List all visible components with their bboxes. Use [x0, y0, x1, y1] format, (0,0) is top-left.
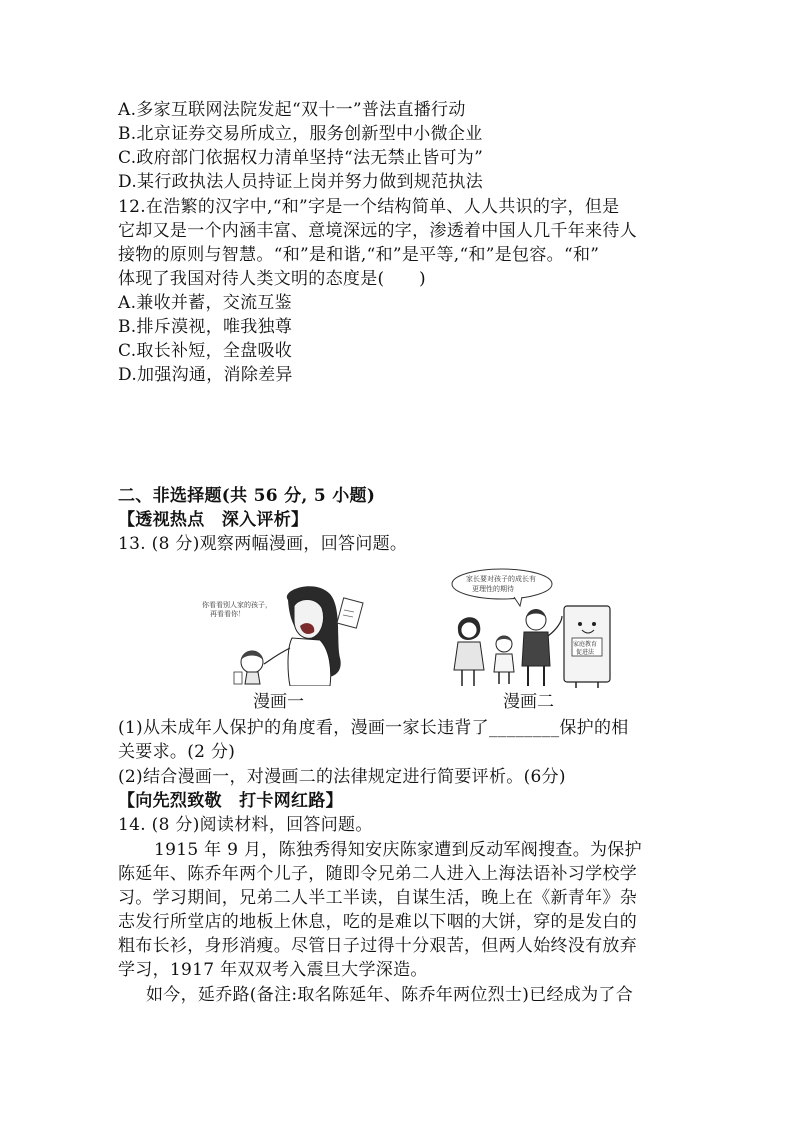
q12-stem-line-3: 接物的原则与智慧。“和”是和谐,“和”是平等,“和”是包容。“和”: [118, 245, 600, 265]
q14-material-line-5: 粗布长衫，身形消瘦。尽管日子过得十分艰苦，但两人始终没有放弃: [118, 936, 637, 956]
q12-option-c: C.取长补短，全盘吸收: [118, 341, 293, 361]
cartoon-one-caption: 漫画一: [253, 692, 304, 712]
cartoon-two-caption: 漫画二: [503, 692, 554, 712]
q12-stem-line-1: 12.在浩繁的汉字中,“和”字是一个结构简单、人人共识的字，但是: [118, 197, 620, 217]
q11-option-a: A.多家互联网法院发起“双十一”普法直播行动: [118, 100, 466, 120]
cartoon-one: [190, 580, 390, 686]
q14-material-line-7: 如今，延乔路(备注:取名陈延年、陈乔年两位烈士)已经成为了合: [146, 985, 633, 1005]
q13-sub1-line-1: (1)从未成年人保护的角度看，漫画一家长违背了________保护的相: [118, 718, 629, 738]
section-title: 二、非选择题(共 56 分, 5 小题): [118, 486, 376, 506]
cartoon-two-speech-line-2: 更理性的期待: [472, 585, 514, 593]
cartoon-one-speech-line-1: 你看看别人家的孩子，: [202, 601, 272, 609]
q11-option-c: C.政府部门依据权力清单坚持“法无禁止皆可为”: [118, 148, 484, 168]
q14-material-line-2: 陈延年、陈乔年两个儿子，随即令兄弟二人进入上海法语补习学校学: [118, 864, 637, 884]
q14-stem: 14. (8 分)阅读材料，回答问题。: [118, 815, 373, 835]
q11-option-d: D.某行政执法人员持证上岗并努力做到规范执法: [118, 172, 484, 192]
cartoon-two: [444, 566, 620, 690]
part1-heading: 【透视热点 深入评析】: [118, 510, 309, 530]
q12-stem-line-4: 体现了我国对待人类文明的态度是( ): [118, 269, 426, 289]
q12-option-d: D.加强沟通，消除差异: [118, 365, 293, 385]
q11-option-b: B.北京证券交易所成立，服务创新型中小微企业: [118, 124, 483, 144]
cartoon-two-drawing: [444, 566, 620, 690]
q12-option-b: B.排斥漠视，唯我独尊: [118, 317, 293, 337]
q14-material-line-4: 志发行所堂店的地板上休息，吃的是难以下咽的大饼，穿的是发白的: [118, 912, 637, 932]
q12-option-a: A.兼收并蓄，交流互鉴: [118, 293, 292, 313]
cartoon-two-book-line-1: 家庭教育: [573, 641, 598, 648]
q14-material-line-3: 习。学习期间，兄弟二人半工半读，自谋生活，晚上在《新青年》杂: [118, 888, 637, 908]
q14-material-line-1: 1915 年 9 月，陈独秀得知安庆陈家遭到反动军阀搜查。为保护: [154, 840, 642, 860]
q13-sub1-line-2: 关要求。(2 分): [118, 742, 236, 762]
cartoon-one-speech-line-2: 再看看你！: [210, 610, 245, 618]
cartoon-two-speech-line-1: 家长要对孩子的成长有: [466, 575, 536, 583]
cartoon-two-book-line-2: 促进法: [576, 649, 595, 656]
part2-heading: 【向先烈致敬 打卡网红路】: [118, 791, 343, 811]
cartoon-one-drawing: [190, 580, 390, 686]
q12-stem-line-2: 它却又是一个内涵丰富、意境深远的字，渗透着中国人几千年来待人: [118, 221, 637, 241]
q13-sub2: (2)结合漫画一，对漫画二的法律规定进行简要评析。(6分): [118, 767, 566, 787]
q13-stem: 13. (8 分)观察两幅漫画，回答问题。: [118, 534, 408, 554]
q14-material-line-6: 学习，1917 年双双考入震旦大学深造。: [118, 960, 428, 980]
